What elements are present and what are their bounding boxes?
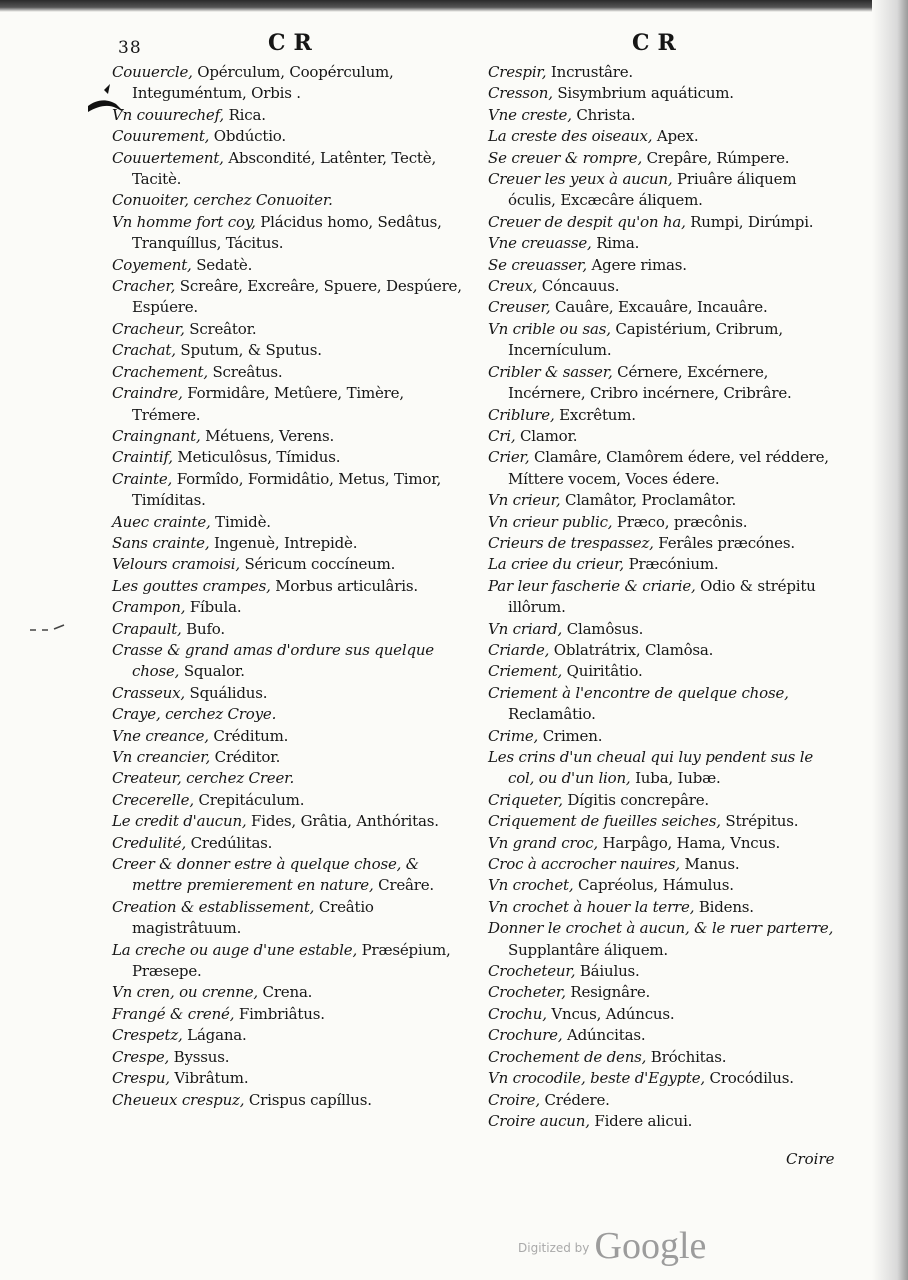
entry-translation: Screâtor. xyxy=(184,319,257,338)
entry-translation: Crena. xyxy=(257,983,313,1002)
entry-headword: Se creuasser, xyxy=(488,255,587,274)
entry-headword: Crapault, xyxy=(112,619,182,638)
entry-headword: Creuer les yeux à aucun, xyxy=(488,170,673,189)
entry-translation: Reclamâtio. xyxy=(508,705,596,724)
entry-translation: Harpâgo, Hama, Vncus. xyxy=(597,833,781,852)
google-logo: Google xyxy=(594,1225,707,1267)
dictionary-entry xyxy=(488,447,834,490)
entry-headword: Vne creste, xyxy=(488,105,572,124)
entry-headword: Crespe, xyxy=(112,1047,170,1066)
entry-translation: Capistérium, Cribrum, Incernículum. xyxy=(508,319,783,360)
entry-headword: Crecerelle, xyxy=(112,790,194,809)
right-column xyxy=(488,62,834,1132)
entry-translation: Resignâre. xyxy=(565,983,651,1002)
entry-headword: Craindre, xyxy=(112,384,183,403)
entry-translation: Cóncauus. xyxy=(537,277,620,296)
page-number: 38 xyxy=(118,38,142,58)
dictionary-entry xyxy=(112,683,472,704)
entry-headword: Croc à accrocher nauires, xyxy=(488,855,680,874)
entry-headword: Croire aucun, xyxy=(488,1111,590,1130)
entry-headword: La creche ou auge d'une estable, xyxy=(112,940,358,959)
entry-headword: Sans crainte, xyxy=(112,533,210,552)
digitized-by-text: Digitized by xyxy=(518,1241,590,1255)
dictionary-entry xyxy=(488,683,834,726)
dictionary-entry xyxy=(112,833,472,854)
entry-headword: Vn crieur, xyxy=(488,491,561,510)
entry-headword: Auec crainte, xyxy=(112,512,211,531)
entry-headword: Couurement, xyxy=(112,127,210,146)
dictionary-entry xyxy=(488,362,834,405)
dictionary-entry xyxy=(488,212,834,233)
entry-headword: Vn crocodile, beste d'Egypte, xyxy=(488,1069,705,1088)
dictionary-entry xyxy=(112,768,472,789)
entry-headword: Vne creance, xyxy=(112,726,209,745)
entry-headword: Cresson, xyxy=(488,84,553,103)
entry-translation: Credúlitas. xyxy=(186,833,273,852)
dictionary-entry xyxy=(112,704,472,725)
dictionary-entry xyxy=(488,576,834,619)
entry-translation: Lágana. xyxy=(182,1026,247,1045)
dictionary-entry xyxy=(488,961,834,982)
dictionary-entry xyxy=(112,1047,472,1068)
entry-translation: Screâre, Excreâre, Spuere, Despúere, Espúere. xyxy=(132,277,462,317)
entry-translation: Apex. xyxy=(652,127,699,146)
entry-translation: Cauâre, Excauâre, Incauâre. xyxy=(550,298,768,317)
entry-translation: Fíbula. xyxy=(185,598,242,617)
entry-headword: Crier, xyxy=(488,448,530,467)
dictionary-entry xyxy=(112,362,472,383)
entry-headword: Donner le crochet à aucun, & le ruer parterre, xyxy=(488,919,834,938)
entry-translation: Christa. xyxy=(571,105,636,124)
entry-headword: Frangé & crené, xyxy=(112,1004,235,1023)
entry-headword: Crasseux, xyxy=(112,683,185,702)
entry-headword: Craye, cerchez Croye. xyxy=(112,705,277,724)
dictionary-entry xyxy=(488,148,834,169)
entry-headword: Crampon, xyxy=(112,598,186,617)
dictionary-entry xyxy=(112,747,472,768)
catchword: Croire xyxy=(786,1150,835,1168)
dictionary-entry xyxy=(112,383,472,426)
dictionary-entry xyxy=(112,319,472,340)
entry-headword: Criement, xyxy=(488,662,563,681)
entry-translation: Meticulôsus, Tímidus. xyxy=(172,448,341,467)
dictionary-entry xyxy=(112,426,472,447)
dictionary-entry xyxy=(488,1111,834,1132)
entry-translation: Métuens, Verens. xyxy=(200,426,335,445)
entry-translation: Crimen. xyxy=(538,726,603,745)
margin-mark-icon xyxy=(30,620,66,636)
dictionary-entry xyxy=(488,833,834,854)
dictionary-entry xyxy=(112,790,472,811)
entry-translation: Clamâre, Clamôrem édere, vel réddere, Míttere vocem, Voces édere. xyxy=(508,448,829,488)
dictionary-entry xyxy=(112,340,472,361)
entry-headword: Cracher, xyxy=(112,277,176,296)
dictionary-entry xyxy=(488,62,834,83)
entry-translation: Ingenuè, Intrepidè. xyxy=(209,533,358,552)
entry-translation: Vncus, Adúncus. xyxy=(546,1004,675,1023)
entry-headword: Createur, cerchez Creer. xyxy=(112,769,295,788)
dictionary-entry xyxy=(112,897,472,940)
entry-headword: Se creuer & rompre, xyxy=(488,148,643,167)
dictionary-entry xyxy=(112,126,472,147)
entry-translation: Iuba, Iubæ. xyxy=(630,769,721,788)
entry-translation: Clamor. xyxy=(515,426,578,445)
entry-headword: Par leur fascherie & criarie, xyxy=(488,576,696,595)
dictionary-entry xyxy=(112,1025,472,1046)
dictionary-entry xyxy=(112,148,472,191)
dictionary-entry xyxy=(488,554,834,575)
entry-headword: Crasse & grand amas d'ordure sus quelque chose, xyxy=(112,640,434,681)
entry-translation: Priuâre áliquem óculis, Excæcâre áliquem. xyxy=(508,170,797,210)
entry-translation: Opérculum, Coopérculum, Integuméntum, Orbis . xyxy=(132,63,394,103)
entry-translation: Incrustâre. xyxy=(546,63,633,81)
entry-translation: Sisymbrium aquáticum. xyxy=(552,84,734,103)
scan-right-edge xyxy=(872,0,908,1280)
entry-headword: Crespir, xyxy=(488,63,547,81)
entry-headword: Crocheteur, xyxy=(488,962,576,981)
entry-headword: Crieurs de trespassez, xyxy=(488,533,654,552)
dictionary-entry xyxy=(488,169,834,212)
entry-translation: Formîdo, Formidâtio, Metus, Timor, Timíditas. xyxy=(132,469,442,510)
dictionary-entry xyxy=(488,276,834,297)
entry-headword: Vn crible ou sas, xyxy=(488,319,611,338)
dictionary-entry xyxy=(112,105,472,126)
entry-headword: Crachat, xyxy=(112,341,176,360)
dictionary-entry xyxy=(488,1004,834,1025)
dictionary-entry xyxy=(488,918,834,961)
entry-headword: Craintif, xyxy=(112,448,173,467)
dictionary-entry xyxy=(488,533,834,554)
entry-headword: Les gouttes crampes, xyxy=(112,576,271,595)
dictionary-entry xyxy=(488,640,834,661)
entry-headword: Criement à l'encontre de quelque chose, xyxy=(488,683,789,702)
dictionary-entry xyxy=(488,1068,834,1089)
entry-headword: Crocheter, xyxy=(488,983,566,1002)
entry-headword: Criarde, xyxy=(488,640,550,659)
entry-headword: Criblure, xyxy=(488,405,555,424)
entry-headword: Conuoiter, cerchez Conuoiter. xyxy=(112,191,333,210)
dictionary-entry xyxy=(112,190,472,211)
entry-headword: Crochu, xyxy=(488,1004,547,1023)
dictionary-entry xyxy=(112,62,472,105)
entry-translation: Odio & strépitu illôrum. xyxy=(508,576,816,617)
dictionary-entry xyxy=(112,512,472,533)
entry-headword: Couuercle, xyxy=(112,63,193,81)
dictionary-entry xyxy=(112,726,472,747)
entry-translation: Fidere alicui. xyxy=(589,1111,693,1130)
entry-translation: Præsépium, Præsepe. xyxy=(132,940,451,981)
dictionary-entry xyxy=(488,105,834,126)
dictionary-entry xyxy=(488,426,834,447)
entry-headword: Crochure, xyxy=(488,1026,563,1045)
entry-translation: Timidè. xyxy=(210,512,271,531)
dictionary-entry xyxy=(112,854,472,897)
dictionary-entry xyxy=(488,661,834,682)
dictionary-entry xyxy=(112,1090,472,1111)
dictionary-entry xyxy=(112,597,472,618)
entry-translation: Crepâre, Rúmpere. xyxy=(642,148,790,167)
entry-translation: Plácidus homo, Sedâtus, Tranquíllus, Tácitus. xyxy=(132,212,442,253)
dictionary-entry xyxy=(488,854,834,875)
entry-headword: Croire, xyxy=(488,1090,540,1109)
entry-translation: Screâtus. xyxy=(207,362,283,381)
entry-translation: Præcónium. xyxy=(624,555,719,574)
dictionary-entry xyxy=(488,1025,834,1046)
entry-headword: La creste des oiseaux, xyxy=(488,127,653,146)
digitized-watermark xyxy=(518,1224,706,1268)
entry-translation: Rica. xyxy=(224,105,266,124)
entry-translation: Supplantâre áliquem. xyxy=(508,940,668,959)
entry-translation: Séricum coccíneum. xyxy=(239,555,396,574)
entry-headword: Criqueter, xyxy=(488,790,563,809)
scan-top-edge xyxy=(0,0,908,12)
dictionary-entry xyxy=(112,469,472,512)
entry-translation: Manus. xyxy=(679,855,740,874)
dictionary-entry xyxy=(112,447,472,468)
entry-headword: Creer & donner estre à quelque chose, & mettre premierement en nature, xyxy=(112,855,419,895)
entry-translation: Cérnere, Excérnere, Incérnere, Cribro incérnere, Cribrâre. xyxy=(508,362,792,403)
entry-translation: Bidens. xyxy=(694,897,754,916)
entry-headword: Vn criard, xyxy=(488,619,563,638)
entry-headword: Vn creancier, xyxy=(112,748,211,766)
entry-headword: Vne creuasse, xyxy=(488,234,592,253)
entry-translation: Fimbriâtus. xyxy=(234,1004,325,1023)
entry-translation: Quiritâtio. xyxy=(562,662,643,681)
entry-translation: Bróchitas. xyxy=(646,1047,727,1066)
dictionary-entry xyxy=(112,276,472,319)
entry-translation: Rumpi, Dirúmpi. xyxy=(685,212,814,231)
dictionary-entry xyxy=(488,811,834,832)
dictionary-entry xyxy=(112,1004,472,1025)
entry-headword: Crachement, xyxy=(112,362,208,381)
dictionary-entry xyxy=(488,982,834,1003)
entry-translation: Byssus. xyxy=(169,1047,230,1066)
entry-headword: Creuser, xyxy=(488,298,551,317)
dictionary-entry xyxy=(112,811,472,832)
entry-headword: Crespetz, xyxy=(112,1026,183,1045)
entry-translation: Præco, præcônis. xyxy=(612,512,748,531)
dictionary-entry xyxy=(112,982,472,1003)
entry-translation: Rima. xyxy=(591,234,640,253)
entry-translation: Créditum. xyxy=(208,726,289,745)
running-header-right: CR xyxy=(632,30,684,56)
entry-translation: Dígitis concrepâre. xyxy=(562,790,709,809)
entry-headword: Vn crochet, xyxy=(488,876,574,895)
entry-headword: Coyement, xyxy=(112,255,192,274)
entry-headword: Crime, xyxy=(488,726,539,745)
entry-headword: Vn crieur public, xyxy=(488,512,613,531)
dictionary-entry xyxy=(488,319,834,362)
dictionary-entry xyxy=(488,790,834,811)
dictionary-entry xyxy=(488,619,834,640)
entry-headword: Cribler & sasser, xyxy=(488,362,613,381)
dictionary-entry xyxy=(112,1068,472,1089)
dictionary-entry xyxy=(488,897,834,918)
dictionary-entry xyxy=(488,875,834,896)
dictionary-entry xyxy=(488,255,834,276)
dictionary-entry xyxy=(488,490,834,511)
entry-headword: Craingnant, xyxy=(112,426,201,445)
entry-translation: Abscondité, Latênter, Tectè, Tacitè. xyxy=(132,148,437,189)
entry-translation: Creâre. xyxy=(373,876,434,895)
dictionary-entry xyxy=(488,233,834,254)
dictionary-entry xyxy=(112,640,472,683)
entry-headword: Criquement de fueilles seiches, xyxy=(488,812,721,831)
dictionary-entry xyxy=(488,405,834,426)
entry-translation: Morbus articulâris. xyxy=(270,576,418,595)
entry-headword: Vn grand croc, xyxy=(488,833,598,852)
dictionary-entry xyxy=(488,126,834,147)
entry-translation: Crédere. xyxy=(539,1090,610,1109)
entry-translation: Bufo. xyxy=(181,619,225,638)
dictionary-entry xyxy=(112,576,472,597)
entry-headword: Velours cramoisi, xyxy=(112,555,240,574)
dictionary-entry xyxy=(112,533,472,554)
entry-translation: Sedatè. xyxy=(191,255,253,274)
dictionary-entry xyxy=(488,747,834,790)
entry-translation: Strépitus. xyxy=(720,812,799,831)
entry-translation: Agere rimas. xyxy=(586,255,687,274)
entry-translation: Obdúctio. xyxy=(209,127,286,146)
entry-headword: Cheueux crespuz, xyxy=(112,1090,245,1109)
entry-headword: Vn cren, ou crenne, xyxy=(112,983,258,1002)
entry-headword: Crochement de dens, xyxy=(488,1047,647,1066)
entry-translation: Báiulus. xyxy=(575,962,640,981)
entry-translation: Formidâre, Metûere, Timère, Trémere. xyxy=(132,384,404,424)
dictionary-entry xyxy=(488,83,834,104)
entry-translation: Vibrâtum. xyxy=(169,1069,249,1088)
entry-translation: Squalor. xyxy=(179,662,245,681)
dictionary-entry xyxy=(112,619,472,640)
dictionary-entry xyxy=(112,554,472,575)
dictionary-entry xyxy=(488,297,834,318)
entry-headword: Creux, xyxy=(488,277,538,296)
entry-translation: Fides, Grâtia, Anthóritas. xyxy=(246,812,439,831)
dictionary-entry xyxy=(112,212,472,255)
entry-headword: Les crins d'un cheual qui luy pendent sus le col, ou d'un lion, xyxy=(488,748,814,788)
dictionary-entry xyxy=(112,255,472,276)
entry-headword: Vn crochet à houer la terre, xyxy=(488,897,695,916)
entry-translation: Excrêtum. xyxy=(554,405,636,424)
entry-headword: Vn homme fort coy, xyxy=(112,212,256,231)
entry-headword: Creation & establissement, xyxy=(112,897,315,916)
entry-translation: Créditor. xyxy=(210,748,281,766)
entry-headword: Credulité, xyxy=(112,833,187,852)
left-column xyxy=(112,62,472,1111)
entry-translation: Capréolus, Hámulus. xyxy=(573,876,734,895)
entry-headword: Crespu, xyxy=(112,1069,170,1088)
entry-translation: Crispus capíllus. xyxy=(244,1090,372,1109)
dictionary-entry xyxy=(488,1047,834,1068)
entry-translation: Ferâles præcónes. xyxy=(653,533,795,552)
entry-headword: Cri, xyxy=(488,426,516,445)
entry-headword: Crainte, xyxy=(112,469,173,488)
entry-translation: Oblatrátrix, Clamôsa. xyxy=(549,640,714,659)
entry-translation: Crocódilus. xyxy=(704,1069,794,1088)
entry-translation: Squálidus. xyxy=(184,683,268,702)
entry-translation: Crepitáculum. xyxy=(193,790,305,809)
dictionary-entry xyxy=(488,512,834,533)
entry-translation: Clamâtor, Proclamâtor. xyxy=(560,491,737,510)
entry-headword: La criee du crieur, xyxy=(488,555,624,574)
running-header-left: CR xyxy=(268,30,320,56)
entry-translation: Adúncitas. xyxy=(562,1026,646,1045)
entry-headword: Le credit d'aucun, xyxy=(112,812,247,831)
entry-translation: Sputum, & Sputus. xyxy=(175,341,322,360)
dictionary-entry xyxy=(488,1090,834,1111)
entry-headword: Creuer de despit qu'on ha, xyxy=(488,212,686,231)
entry-translation: Creâtio magistrâtuum. xyxy=(132,897,374,938)
entry-headword: Vn couurechef, xyxy=(112,105,224,124)
dictionary-entry xyxy=(112,940,472,983)
dictionary-entry xyxy=(488,726,834,747)
entry-translation: Clamôsus. xyxy=(562,619,644,638)
entry-headword: Cracheur, xyxy=(112,319,185,338)
entry-headword: Couuertement, xyxy=(112,148,224,167)
